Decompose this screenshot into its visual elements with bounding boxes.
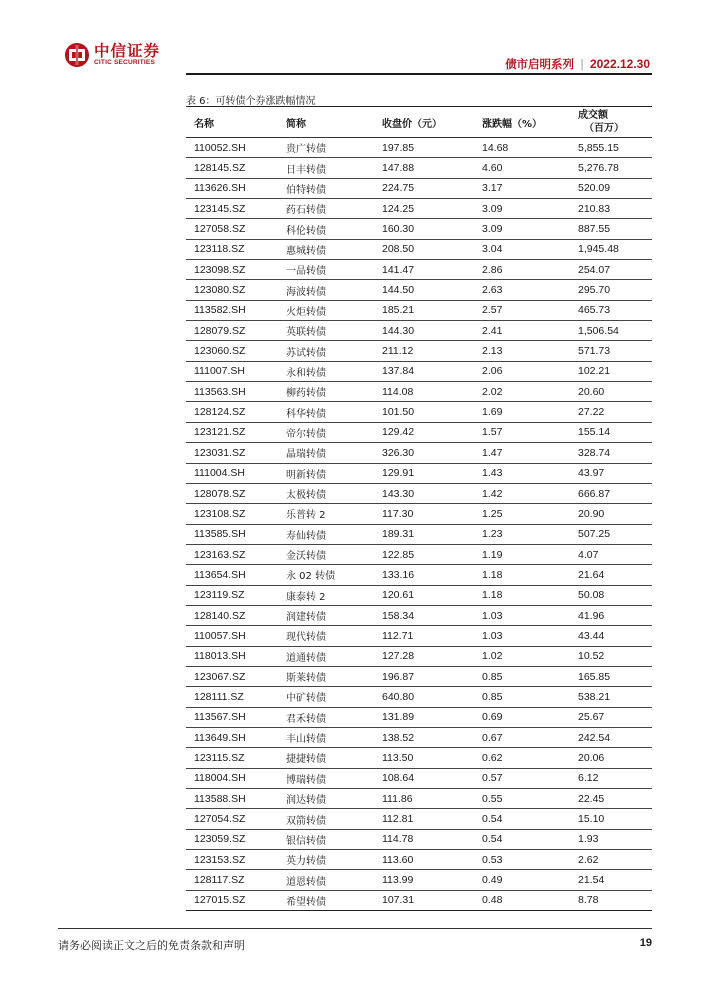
bond-code: 127058.SZ (194, 223, 246, 236)
table-row (186, 687, 652, 707)
change-pct: 2.63 (482, 284, 503, 297)
change-pct: 1.03 (482, 609, 503, 622)
table-row (186, 667, 652, 687)
change-pct: 0.57 (482, 772, 503, 785)
trading-volume: 1.93 (578, 833, 599, 846)
bond-code: 123153.SZ (194, 853, 246, 866)
bond-short-name: 药石转债 (286, 205, 326, 217)
close-price: 133.16 (382, 568, 415, 581)
change-pct: 0.53 (482, 853, 503, 866)
trading-volume: 43.44 (578, 629, 605, 642)
close-price: 160.30 (382, 223, 415, 236)
close-price: 113.99 (382, 874, 414, 887)
convertible-bond-table (186, 106, 652, 911)
bond-short-name: 英力转债 (286, 856, 326, 868)
trading-volume: 328.74 (578, 446, 611, 459)
change-pct: 0.67 (482, 731, 503, 744)
bond-code: 123031.SZ (194, 446, 246, 459)
bond-short-name: 海波转债 (286, 286, 326, 298)
bond-code: 123098.SZ (194, 263, 246, 276)
change-pct: 1.02 (482, 650, 503, 663)
header-separator: | (580, 57, 584, 71)
change-pct: 1.69 (482, 406, 503, 419)
table-row (186, 626, 652, 646)
table-row (186, 870, 652, 890)
bond-code: 113567.SH (194, 711, 246, 724)
bond-code: 113582.SH (194, 304, 246, 317)
trading-volume: 5,855.15 (578, 141, 619, 154)
change-pct: 3.04 (482, 243, 503, 256)
bond-short-name: 日丰转债 (286, 164, 326, 176)
close-price: 185.21 (382, 304, 415, 317)
series-name: 债市启明系列 (505, 57, 575, 71)
close-price: 224.75 (382, 182, 415, 195)
bond-code: 113588.SH (194, 792, 246, 805)
logo-english-name: CITIC SECURITIES (94, 59, 155, 66)
bond-short-name: 君禾转债 (286, 713, 326, 725)
bond-code: 128145.SZ (194, 162, 246, 175)
trading-volume: 666.87 (578, 487, 611, 500)
change-pct: 0.55 (482, 792, 503, 805)
header-change-pct: 涨跌幅（%） (482, 118, 543, 130)
table-caption: 表 6：可转债个券涨跌幅情况 (186, 96, 316, 107)
table-row (186, 464, 652, 484)
table-row (186, 362, 652, 382)
trading-volume: 538.21 (578, 690, 611, 703)
change-pct: 1.42 (482, 487, 503, 500)
trading-volume: 20.06 (578, 751, 605, 764)
close-price: 141.47 (382, 263, 415, 276)
header-divider (186, 73, 652, 75)
trading-volume: 520.09 (578, 182, 611, 195)
change-pct: 14.68 (482, 141, 509, 154)
bond-short-name: 科伦转债 (286, 225, 326, 237)
bond-code: 123121.SZ (194, 426, 246, 439)
table-row (186, 545, 652, 565)
bond-short-name: 晶瑞转债 (286, 449, 326, 461)
change-pct: 1.18 (482, 589, 503, 602)
bond-short-name: 苏试转债 (286, 347, 326, 359)
close-price: 131.89 (382, 711, 415, 724)
change-pct: 2.86 (482, 263, 503, 276)
trading-volume: 571.73 (578, 345, 611, 358)
change-pct: 3.17 (482, 182, 503, 195)
trading-volume: 27.22 (578, 406, 605, 419)
bond-code: 128079.SZ (194, 324, 246, 337)
trading-volume: 2.62 (578, 853, 599, 866)
close-price: 143.30 (382, 487, 415, 500)
change-pct: 1.57 (482, 426, 503, 439)
trading-volume: 20.60 (578, 385, 605, 398)
bond-short-name: 中矿转债 (286, 693, 326, 705)
table-row (186, 301, 652, 321)
change-pct: 1.03 (482, 629, 503, 642)
report-series-header (505, 56, 650, 72)
trading-volume: 5,276.78 (578, 162, 619, 175)
table-row (186, 219, 652, 239)
table-row (186, 341, 652, 361)
change-pct: 0.54 (482, 813, 503, 826)
trading-volume: 155.14 (578, 426, 611, 439)
table-row (186, 321, 652, 341)
change-pct: 3.09 (482, 202, 503, 215)
change-pct: 2.13 (482, 345, 503, 358)
close-price: 138.52 (382, 731, 415, 744)
change-pct: 0.85 (482, 690, 503, 703)
bond-code: 113649.SH (194, 731, 246, 744)
change-pct: 1.25 (482, 507, 503, 520)
bond-short-name: 希望转债 (286, 896, 326, 908)
bond-code: 110052.SH (194, 141, 246, 154)
bond-code: 123163.SZ (194, 548, 246, 561)
change-pct: 4.60 (482, 162, 503, 175)
bond-code: 118004.SH (194, 772, 246, 785)
trading-volume: 465.73 (578, 304, 611, 317)
header-volume-line2: （百万） (584, 123, 624, 134)
bond-code: 111004.SH (194, 467, 245, 480)
bond-code: 113563.SH (194, 385, 246, 398)
close-price: 144.30 (382, 324, 415, 337)
trading-volume: 1,945.48 (578, 243, 619, 256)
bond-short-name: 润建转债 (286, 612, 326, 624)
change-pct: 0.69 (482, 711, 503, 724)
bond-short-name: 丰山转债 (286, 734, 326, 746)
change-pct: 2.57 (482, 304, 503, 317)
trading-volume: 22.45 (578, 792, 605, 805)
bond-code: 127054.SZ (194, 813, 246, 826)
change-pct: 3.09 (482, 223, 503, 236)
table-row (186, 484, 652, 504)
close-price: 211.12 (382, 345, 414, 358)
bond-code: 123115.SZ (194, 751, 245, 764)
close-price: 197.85 (382, 141, 415, 154)
table-row (186, 809, 652, 829)
bond-short-name: 火炬转债 (286, 306, 326, 318)
header-volume (574, 109, 652, 135)
table-row (186, 525, 652, 545)
page-number: 19 (639, 937, 652, 949)
bond-code: 128124.SZ (194, 406, 246, 419)
close-price: 326.30 (382, 446, 415, 459)
bond-code: 128078.SZ (194, 487, 246, 500)
table-row (186, 647, 652, 667)
change-pct: 2.06 (482, 365, 503, 378)
bond-code: 113654.SH (194, 568, 246, 581)
table-row (186, 443, 652, 463)
trading-volume: 21.54 (578, 874, 605, 887)
table-row (186, 891, 652, 911)
table-body (186, 138, 652, 911)
bond-code: 123067.SZ (194, 670, 246, 683)
bond-short-name: 道通转债 (286, 652, 326, 664)
header-close-price: 收盘价（元） (382, 118, 442, 130)
close-price: 120.61 (382, 589, 415, 602)
trading-volume: 15.10 (578, 813, 605, 826)
bond-short-name: 道恩转债 (286, 876, 326, 888)
close-price: 107.31 (382, 894, 415, 907)
bond-code: 113626.SH (194, 182, 246, 195)
table-row (186, 260, 652, 280)
bond-short-name: 双箭转债 (286, 815, 326, 827)
bond-short-name: 明新转债 (286, 469, 326, 481)
bond-code: 123080.SZ (194, 284, 246, 297)
table-row (186, 280, 652, 300)
bond-short-name: 银信转债 (286, 835, 326, 847)
trading-volume: 210.83 (578, 202, 611, 215)
close-price: 114.08 (382, 385, 414, 398)
change-pct: 1.47 (482, 446, 503, 459)
change-pct: 1.18 (482, 568, 503, 581)
report-date: 2022.12.30 (589, 57, 650, 71)
trading-volume: 254.07 (578, 263, 611, 276)
trading-volume: 10.52 (578, 650, 605, 663)
trading-volume: 102.21 (578, 365, 611, 378)
bond-short-name: 一品转债 (286, 266, 326, 278)
table-row (186, 382, 652, 402)
bond-code: 128117.SZ (194, 874, 245, 887)
footer-divider (58, 928, 652, 929)
trading-volume: 8.78 (578, 894, 599, 907)
bond-code: 113585.SH (194, 528, 246, 541)
footer-disclaimer: 请务必阅读正文之后的免责条款和声明 (58, 939, 245, 952)
table-row (186, 728, 652, 748)
bond-short-name: 金沃转债 (286, 551, 326, 563)
trading-volume: 1,506.54 (578, 324, 619, 337)
change-pct: 0.49 (482, 874, 503, 887)
logo-chinese-name: 中信证券 (94, 42, 161, 60)
trading-volume: 50.08 (578, 589, 605, 602)
close-price: 122.85 (382, 548, 415, 561)
trading-volume: 25.67 (578, 711, 605, 724)
trading-volume: 165.85 (578, 670, 611, 683)
close-price: 129.91 (382, 467, 415, 480)
close-price: 137.84 (382, 365, 415, 378)
bond-short-name: 永 02 转债 (286, 571, 336, 583)
trading-volume: 887.55 (578, 223, 611, 236)
table-row (186, 606, 652, 626)
bond-code: 110057.SH (194, 629, 246, 642)
bond-short-name: 贵广转债 (286, 144, 326, 156)
trading-volume: 41.96 (578, 609, 605, 622)
change-pct: 1.23 (482, 528, 503, 541)
close-price: 129.42 (382, 426, 415, 439)
table-row (186, 850, 652, 870)
table-row (186, 240, 652, 260)
change-pct: 1.19 (482, 548, 503, 561)
table-row (186, 789, 652, 809)
bond-short-name: 乐普转 2 (286, 510, 326, 522)
bond-short-name: 寿仙转债 (286, 530, 326, 542)
close-price: 158.34 (382, 609, 415, 622)
close-price: 147.88 (382, 162, 415, 175)
bond-short-name: 伯特转债 (286, 184, 326, 196)
close-price: 108.64 (382, 772, 415, 785)
header-short-name: 简称 (286, 118, 306, 130)
close-price: 111.86 (382, 792, 413, 805)
bond-short-name: 帝尔转债 (286, 428, 326, 440)
bond-short-name: 博瑞转债 (286, 774, 326, 786)
close-price: 189.31 (382, 528, 415, 541)
trading-volume: 507.25 (578, 528, 611, 541)
change-pct: 2.02 (482, 385, 503, 398)
bond-short-name: 润达转债 (286, 795, 326, 807)
table-row (186, 769, 652, 789)
trading-volume: 6.12 (578, 772, 599, 785)
close-price: 114.78 (382, 833, 414, 846)
bond-code: 123059.SZ (194, 833, 246, 846)
table-row (186, 565, 652, 585)
bond-code: 128140.SZ (194, 609, 246, 622)
citic-logo-icon (64, 42, 90, 68)
bond-code: 127015.SZ (194, 894, 246, 907)
close-price: 112.71 (382, 629, 414, 642)
change-pct: 0.62 (482, 751, 503, 764)
trading-volume: 21.64 (578, 568, 605, 581)
bond-short-name: 捷捷转债 (286, 754, 326, 766)
header-name: 名称 (194, 118, 214, 130)
close-price: 144.50 (382, 284, 415, 297)
bond-short-name: 斯莱转债 (286, 673, 326, 685)
close-price: 117.30 (382, 507, 414, 520)
bond-short-name: 太极转债 (286, 490, 326, 502)
close-price: 127.28 (382, 650, 415, 663)
change-pct: 0.54 (482, 833, 503, 846)
bond-code: 123118.SZ (194, 243, 245, 256)
table-row (186, 423, 652, 443)
bond-code: 118013.SH (194, 650, 246, 663)
trading-volume: 295.70 (578, 284, 611, 297)
close-price: 101.50 (382, 406, 415, 419)
close-price: 113.50 (382, 751, 414, 764)
table-row (186, 708, 652, 728)
table-header-row (186, 106, 652, 138)
close-price: 196.87 (382, 670, 415, 683)
table-row (186, 138, 652, 158)
change-pct: 2.41 (482, 324, 503, 337)
table-row (186, 830, 652, 850)
bond-short-name: 英联转债 (286, 327, 326, 339)
bond-code: 123145.SZ (194, 202, 246, 215)
bond-code: 111007.SH (194, 365, 245, 378)
header-volume-line1: 成交额 (578, 110, 608, 121)
change-pct: 0.85 (482, 670, 503, 683)
bond-code: 123108.SZ (194, 507, 246, 520)
bond-short-name: 现代转债 (286, 632, 326, 644)
trading-volume: 20.90 (578, 507, 605, 520)
bond-code: 123119.SZ (194, 589, 245, 602)
close-price: 112.81 (382, 813, 414, 826)
bond-short-name: 惠城转债 (286, 245, 326, 257)
table-row (186, 199, 652, 219)
table-row (186, 504, 652, 524)
table-row (186, 158, 652, 178)
bond-short-name: 永和转债 (286, 367, 326, 379)
close-price: 640.80 (382, 690, 415, 703)
bond-short-name: 康泰转 2 (286, 591, 326, 603)
trading-volume: 43.97 (578, 467, 605, 480)
table-row (186, 748, 652, 768)
close-price: 208.50 (382, 243, 415, 256)
bond-short-name: 科华转债 (286, 408, 326, 420)
bond-code: 123060.SZ (194, 345, 246, 358)
change-pct: 0.48 (482, 894, 503, 907)
close-price: 113.60 (382, 853, 414, 866)
table-row (186, 402, 652, 422)
bond-short-name: 柳药转债 (286, 388, 326, 400)
trading-volume: 242.54 (578, 731, 611, 744)
company-logo (64, 40, 160, 70)
table-row (186, 586, 652, 606)
trading-volume: 4.07 (578, 548, 599, 561)
table-row (186, 179, 652, 199)
change-pct: 1.43 (482, 467, 503, 480)
close-price: 124.25 (382, 202, 415, 215)
bond-code: 128111.SZ (194, 690, 244, 703)
